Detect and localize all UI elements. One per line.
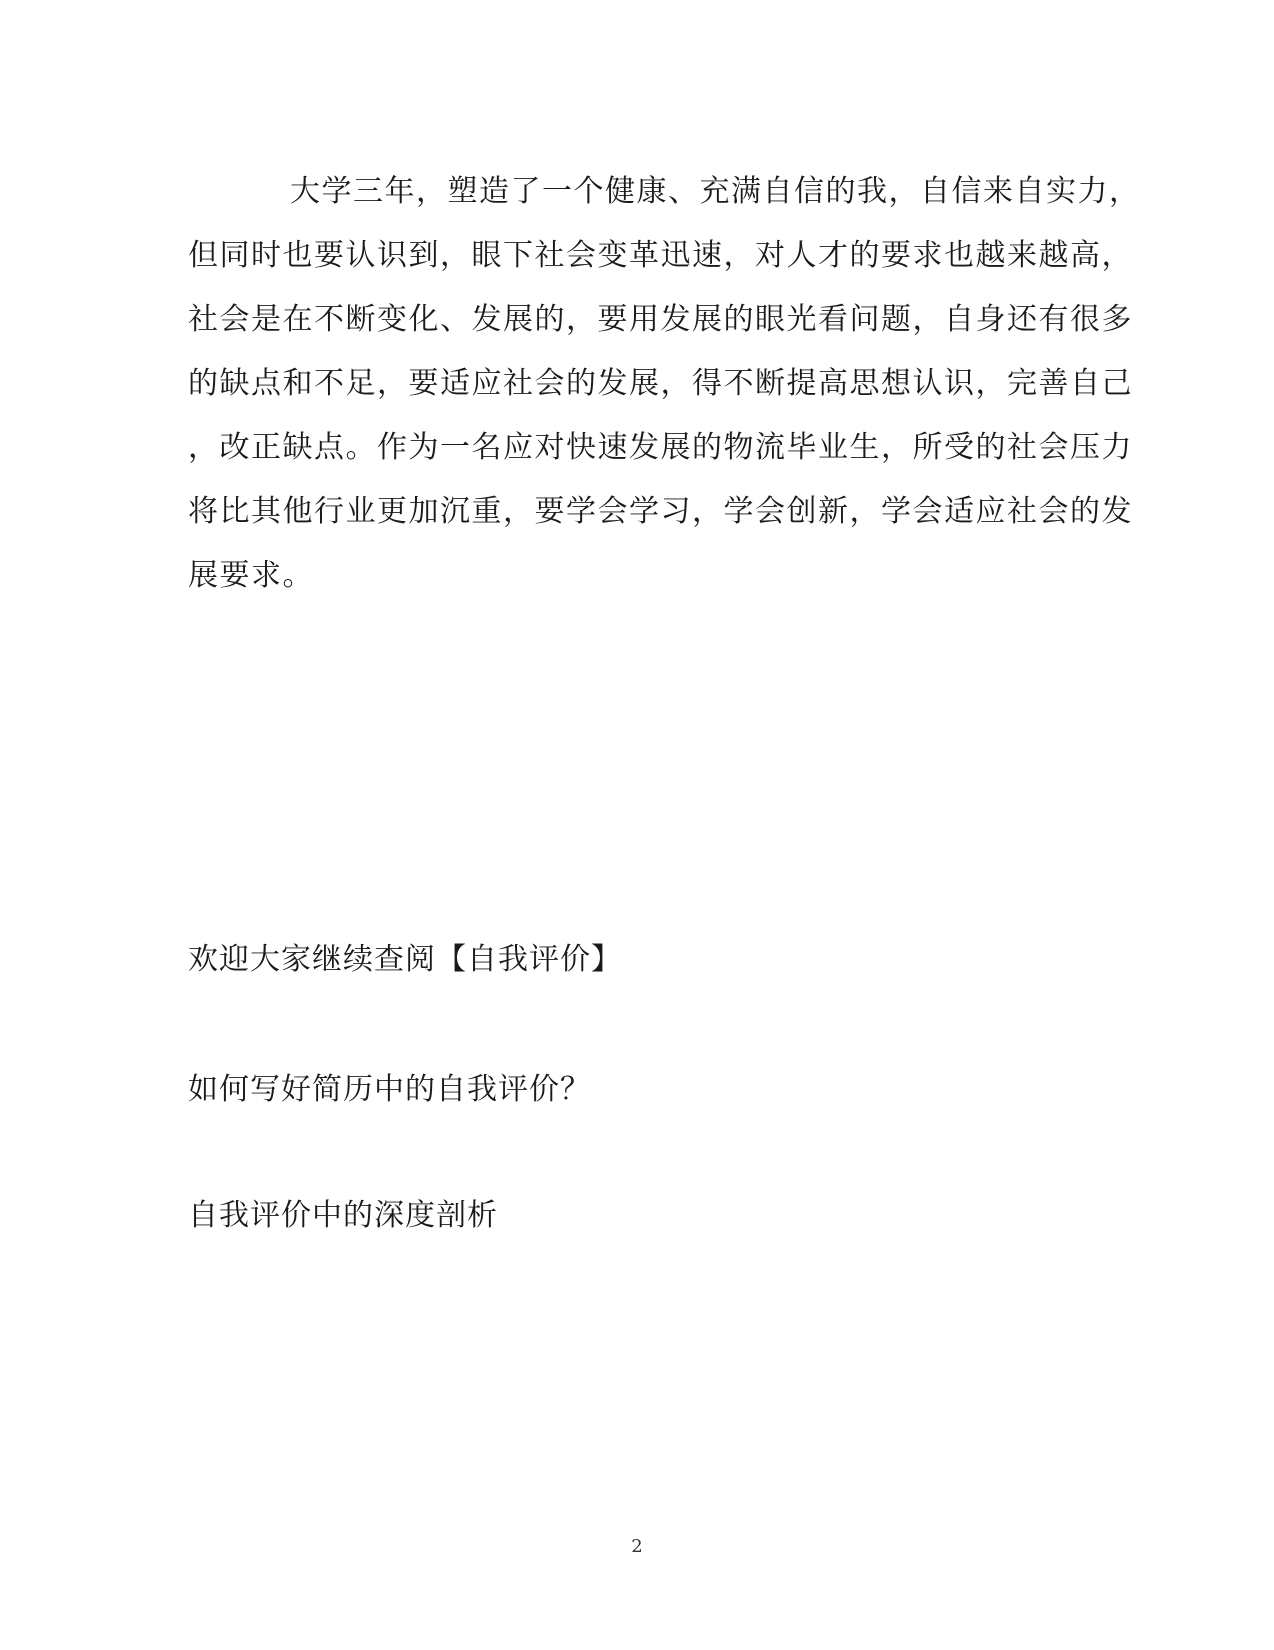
page-number: 2: [631, 1536, 643, 1557]
paragraph-line-5: ，改正缺点。作为一名应对快速发展的物流毕业生，所受的社会压力: [188, 430, 1133, 465]
continue-reading-link[interactable]: 欢迎大家继续查阅【自我评价】: [188, 942, 622, 977]
paragraph-line-7: 展要求。: [188, 558, 314, 593]
paragraph-line-6: 将比其他行业更加沉重，要学会学习，学会创新，学会适应社会的发: [188, 494, 1133, 529]
paragraph-line-2: 但同时也要认识到，眼下社会变革迅速，对人才的要求也越来越高，: [188, 238, 1133, 273]
deep-analysis-link[interactable]: 自我评价中的深度剖析: [188, 1198, 498, 1233]
paragraph-line-3: 社会是在不断变化、发展的，要用发展的眼光看问题，自身还有很多: [188, 302, 1133, 337]
paragraph-line-1: 大学三年，塑造了一个健康、充满自信的我，自信来自实力，: [290, 174, 1141, 209]
how-to-write-link[interactable]: 如何写好简历中的自我评价？: [188, 1072, 591, 1107]
paragraph-line-4: 的缺点和不足，要适应社会的发展，得不断提高思想认识，完善自己: [188, 366, 1133, 401]
